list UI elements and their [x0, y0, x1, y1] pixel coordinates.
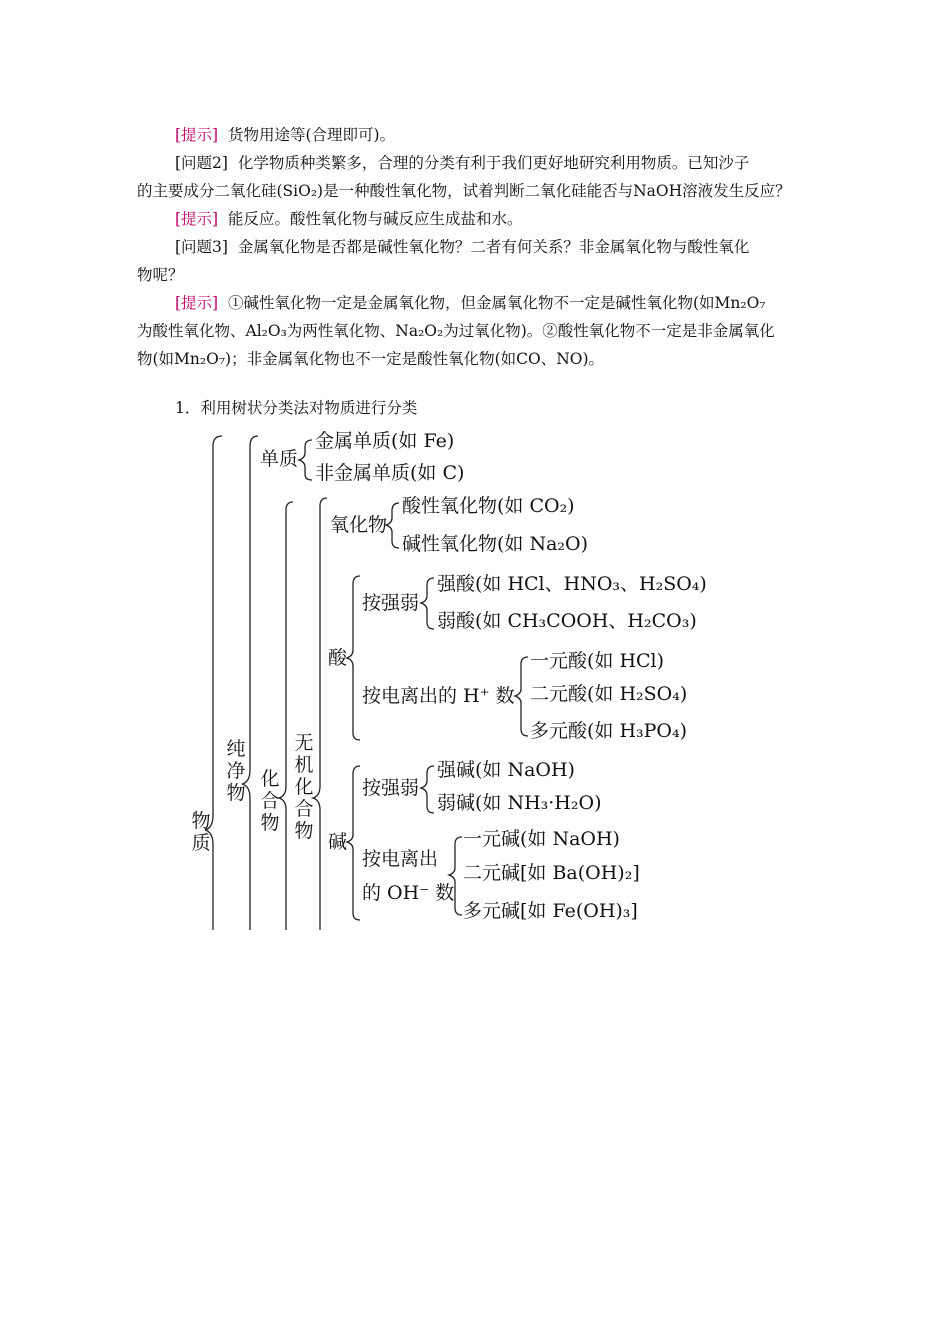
question-tag: [问题2]: [175, 154, 228, 172]
compound-label: 化合物: [260, 768, 280, 834]
tree-title: 1．利用树状分类法对物质进行分类: [175, 399, 418, 417]
pure-label: 纯净物: [226, 738, 246, 804]
hint-tag: [提示]: [175, 126, 219, 144]
hint-tag: [提示]: [175, 294, 219, 312]
hint-text-cont: 为酸性氧化物、Al₂O₃为两性氧化物、Na₂O₂为过氧化物)。②酸性氧化物不一定是非金属氧化: [137, 322, 775, 340]
di-acid: 二元酸(如 H₂SO₄): [530, 683, 688, 705]
poly-acid: 多元酸(如 H₃PO₄): [530, 720, 688, 742]
base-by-oh-ions: 按电离出: [362, 848, 439, 870]
hint-text-cont: 物(如Mn₂O₇)；非金属氧化物也不一定是酸性氧化物(如CO、NO)。: [137, 350, 605, 368]
acid-by-strength: 按强弱: [362, 592, 420, 614]
hint-text: 能反应。酸性氧化物与碱反应生成盐和水。: [227, 210, 523, 228]
pure-brace: [242, 436, 258, 930]
poly-base: 多元碱[如 Fe(OH)₃]: [463, 900, 638, 922]
basic-oxide: 碱性氧化物(如 Na₂O): [402, 533, 589, 555]
weak-base: 弱碱(如 NH₃·H₂O): [437, 792, 602, 814]
base-brace: [347, 766, 360, 920]
root-brace: [205, 436, 222, 930]
oxide-label: 氧化物: [330, 514, 388, 536]
hint-text: ①碱性氧化物一定是金属氧化物，但金属氧化物不一定是碱性氧化物(如Mn₂O₇: [227, 294, 766, 312]
simple-brace: [299, 440, 312, 480]
oxide-brace: [386, 503, 399, 548]
question-tag: [问题3]: [175, 238, 228, 256]
acid-by-h-ions: 按电离出的 H⁺ 数: [362, 685, 515, 707]
inorganic-brace: [313, 498, 327, 930]
compound-brace: [279, 502, 293, 930]
question-text: 化学物质种类繁多，合理的分类有利于我们更好地研究利用物质。已知沙子: [237, 154, 750, 172]
hint-tag: [提示]: [175, 210, 219, 228]
acid-strength-brace: [421, 578, 434, 629]
acid-ion-brace: [515, 657, 528, 736]
mono-base: 一元碱(如 NaOH): [463, 828, 620, 850]
acid-brace: [347, 576, 360, 740]
di-base: 二元碱[如 Ba(OH)₂]: [463, 862, 640, 884]
simple-label: 单质: [260, 448, 299, 470]
hint-text: 货物用途等(合理即可)。: [227, 126, 396, 144]
acid-label: 酸: [328, 647, 348, 669]
question-text-cont: 的主要成分二氧化硅(SiO₂)是一种酸性氧化物，试着判断二氧化硅能否与NaOH溶液发生反应？: [137, 182, 791, 200]
base-label: 碱: [328, 831, 348, 853]
metal-simple: 金属单质(如 Fe): [315, 430, 455, 452]
inorganic-label: 无机化合物: [294, 732, 314, 842]
base-strength-brace: [421, 766, 434, 813]
base-by-strength: 按强弱: [362, 777, 420, 799]
root-label: 物质: [191, 810, 211, 854]
strong-base: 强碱(如 NaOH): [437, 759, 575, 781]
question-text-cont: 物呢？: [137, 266, 184, 284]
base-by-oh-ions-cont: 的 OH⁻ 数: [362, 882, 455, 904]
weak-acid: 弱酸(如 CH₃COOH、H₂CO₃): [437, 610, 697, 632]
acidic-oxide: 酸性氧化物(如 CO₂): [402, 495, 575, 517]
nonmetal-simple: 非金属单质(如 C): [315, 462, 465, 484]
mono-acid: 一元酸(如 HCl): [530, 650, 665, 672]
question-text: 金属氧化物是否都是碱性氧化物？二者有何关系？非金属氧化物与酸性氧化: [237, 238, 750, 256]
strong-acid: 强酸(如 HCl、HNO₃、H₂SO₄): [437, 573, 707, 595]
